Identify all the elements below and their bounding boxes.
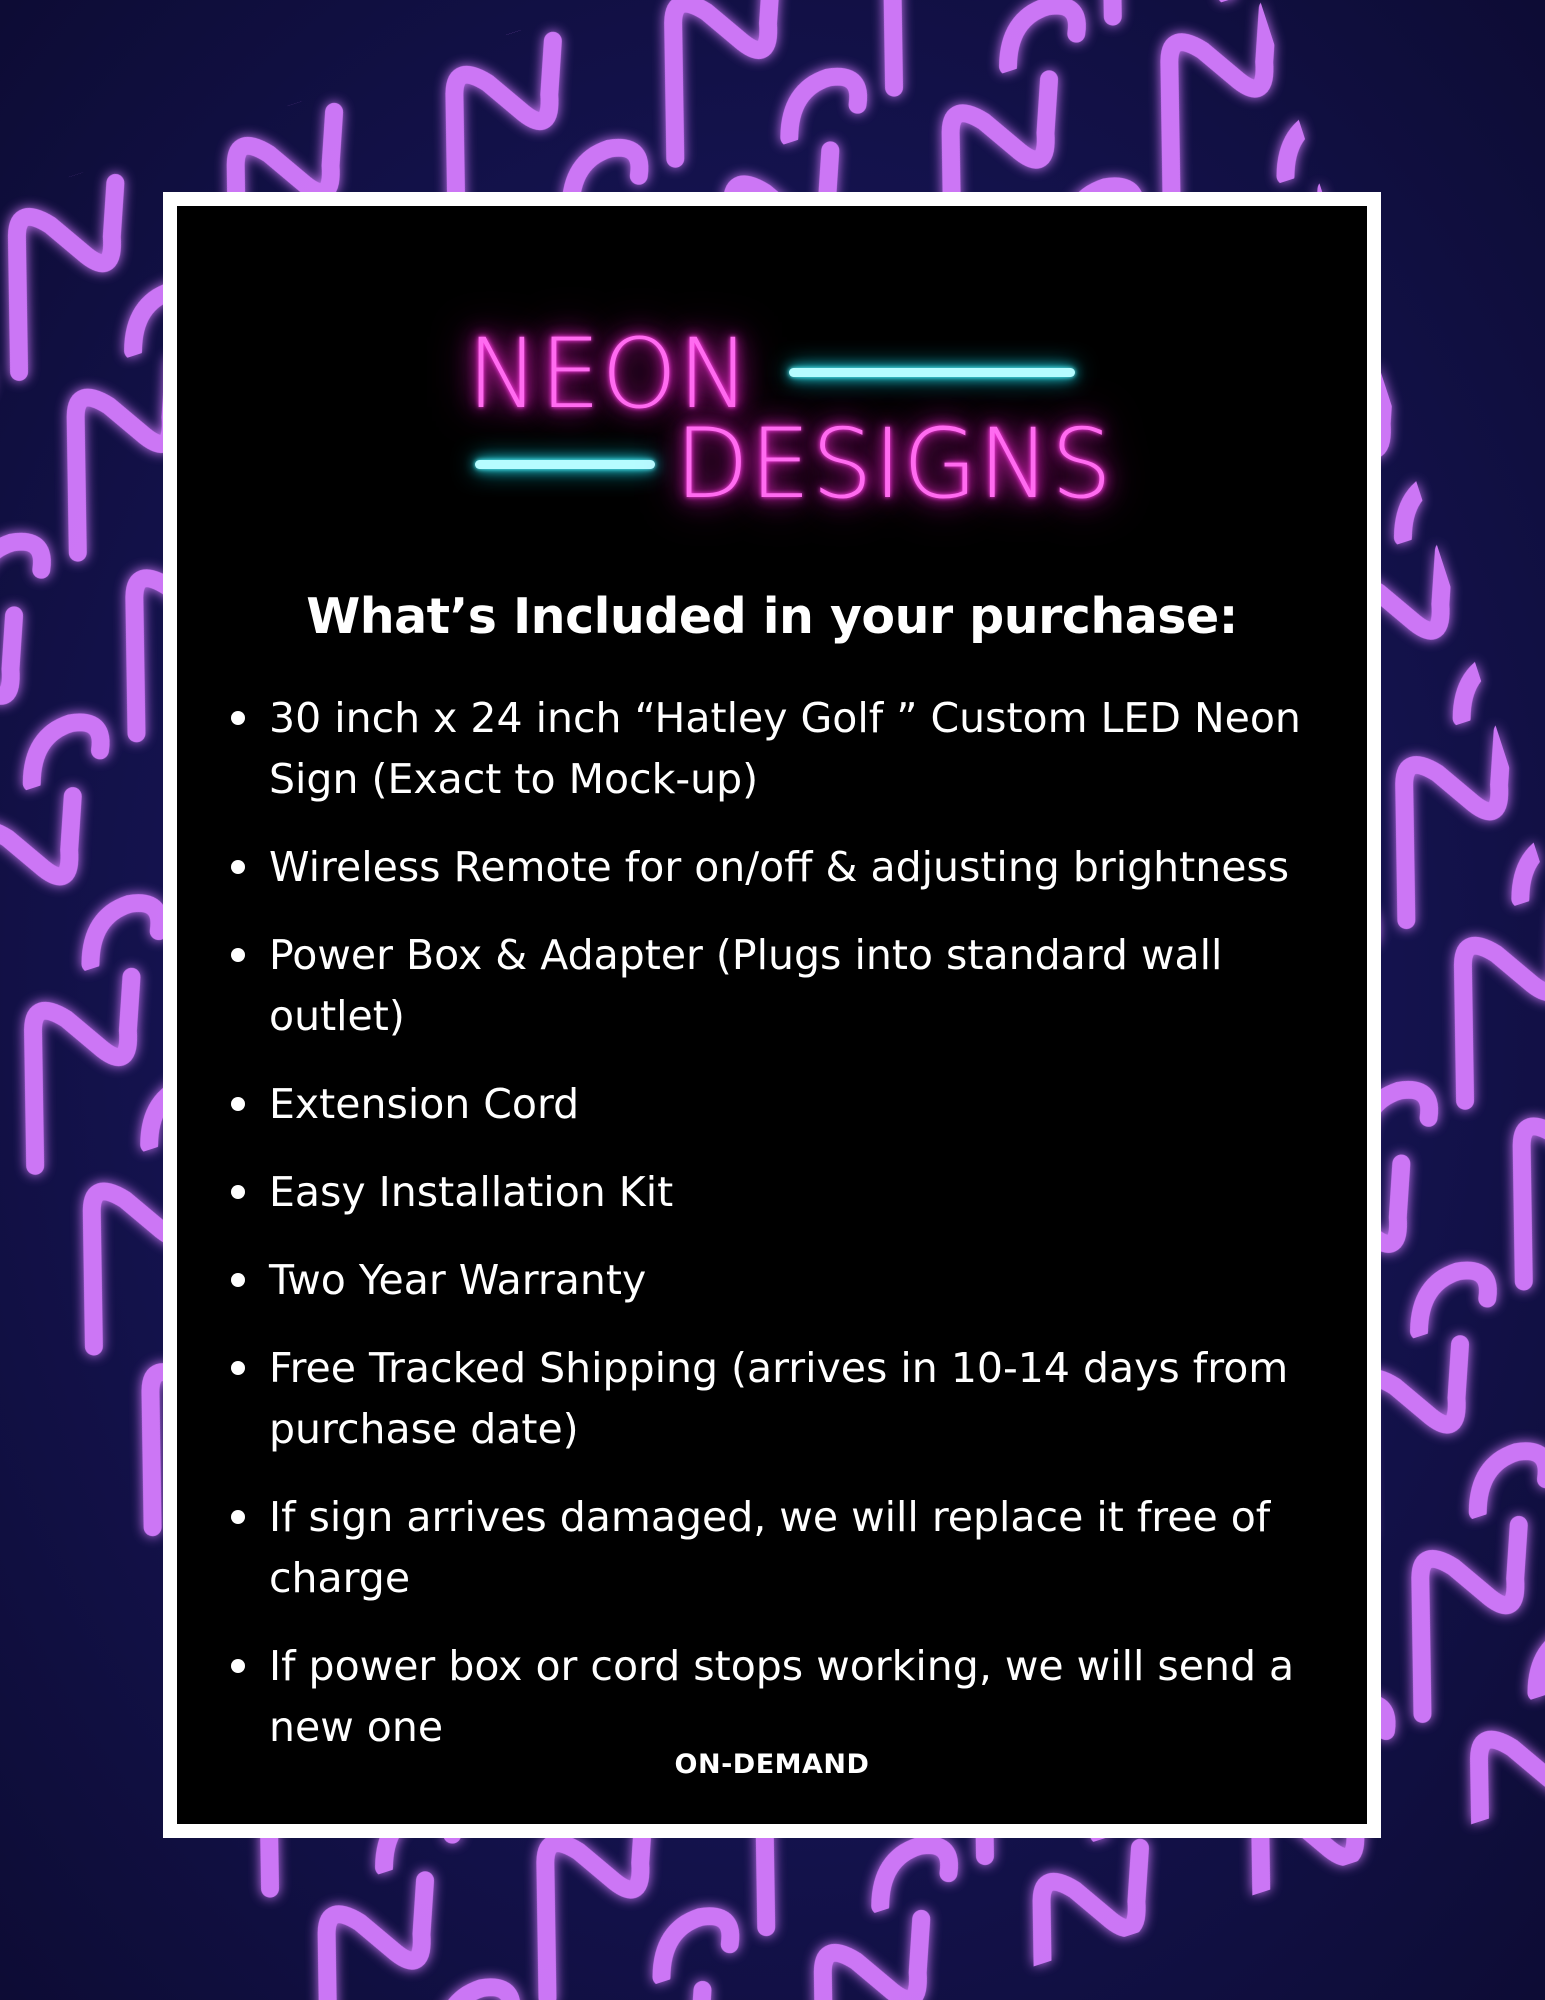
list-item — [227, 1162, 1337, 1223]
bullet-icon — [231, 1659, 245, 1673]
list-item-text: If sign arrives damaged, we will replace it free of charge — [269, 1493, 1271, 1602]
bullet-icon — [231, 860, 245, 874]
bullet-icon — [231, 1185, 245, 1199]
list-item — [227, 1250, 1337, 1311]
list-item-text: Free Tracked Shipping (arrives in 10-14 days from purchase date) — [269, 1344, 1289, 1453]
bullet-icon — [231, 948, 245, 962]
neon-designs-logo — [467, 306, 1113, 520]
logo-neon-bar-top — [789, 368, 1075, 377]
list-item-text: Power Box & Adapter (Plugs into standard wall outlet) — [269, 931, 1223, 1040]
list-item-text: Extension Cord — [269, 1080, 580, 1128]
list-item — [227, 1487, 1337, 1609]
list-item — [227, 925, 1337, 1047]
included-items-list — [227, 688, 1337, 1785]
content-card-inner — [177, 206, 1367, 1824]
content-card — [163, 192, 1381, 1838]
bullet-icon — [231, 1361, 245, 1375]
bullet-icon — [231, 1273, 245, 1287]
list-item-text: 30 inch x 24 inch “Hatley Golf ” Custom LED Neon Sign (Exact to Mock-up) — [269, 694, 1301, 803]
list-item-text: Wireless Remote for on/off & adjusting brightness — [269, 843, 1290, 891]
logo-neon-bar-bottom — [475, 460, 655, 469]
list-item — [227, 1338, 1337, 1460]
logo-word-neon: NEON — [467, 318, 751, 430]
list-item — [227, 688, 1337, 810]
list-item-text: Two Year Warranty — [269, 1256, 647, 1304]
footer-label: ON-DEMAND — [674, 1749, 870, 1780]
list-item — [227, 837, 1337, 898]
list-item — [227, 1074, 1337, 1135]
logo-word-designs: DESIGNS — [675, 408, 1113, 520]
bullet-icon — [231, 711, 245, 725]
bullet-icon — [231, 1097, 245, 1111]
list-item — [227, 1636, 1337, 1758]
list-item-text: Easy Installation Kit — [269, 1168, 674, 1216]
page-heading: What’s Included in your purchase: — [306, 588, 1238, 645]
bullet-icon — [231, 1510, 245, 1524]
list-item-text: If power box or cord stops working, we will send a new one — [269, 1642, 1295, 1751]
